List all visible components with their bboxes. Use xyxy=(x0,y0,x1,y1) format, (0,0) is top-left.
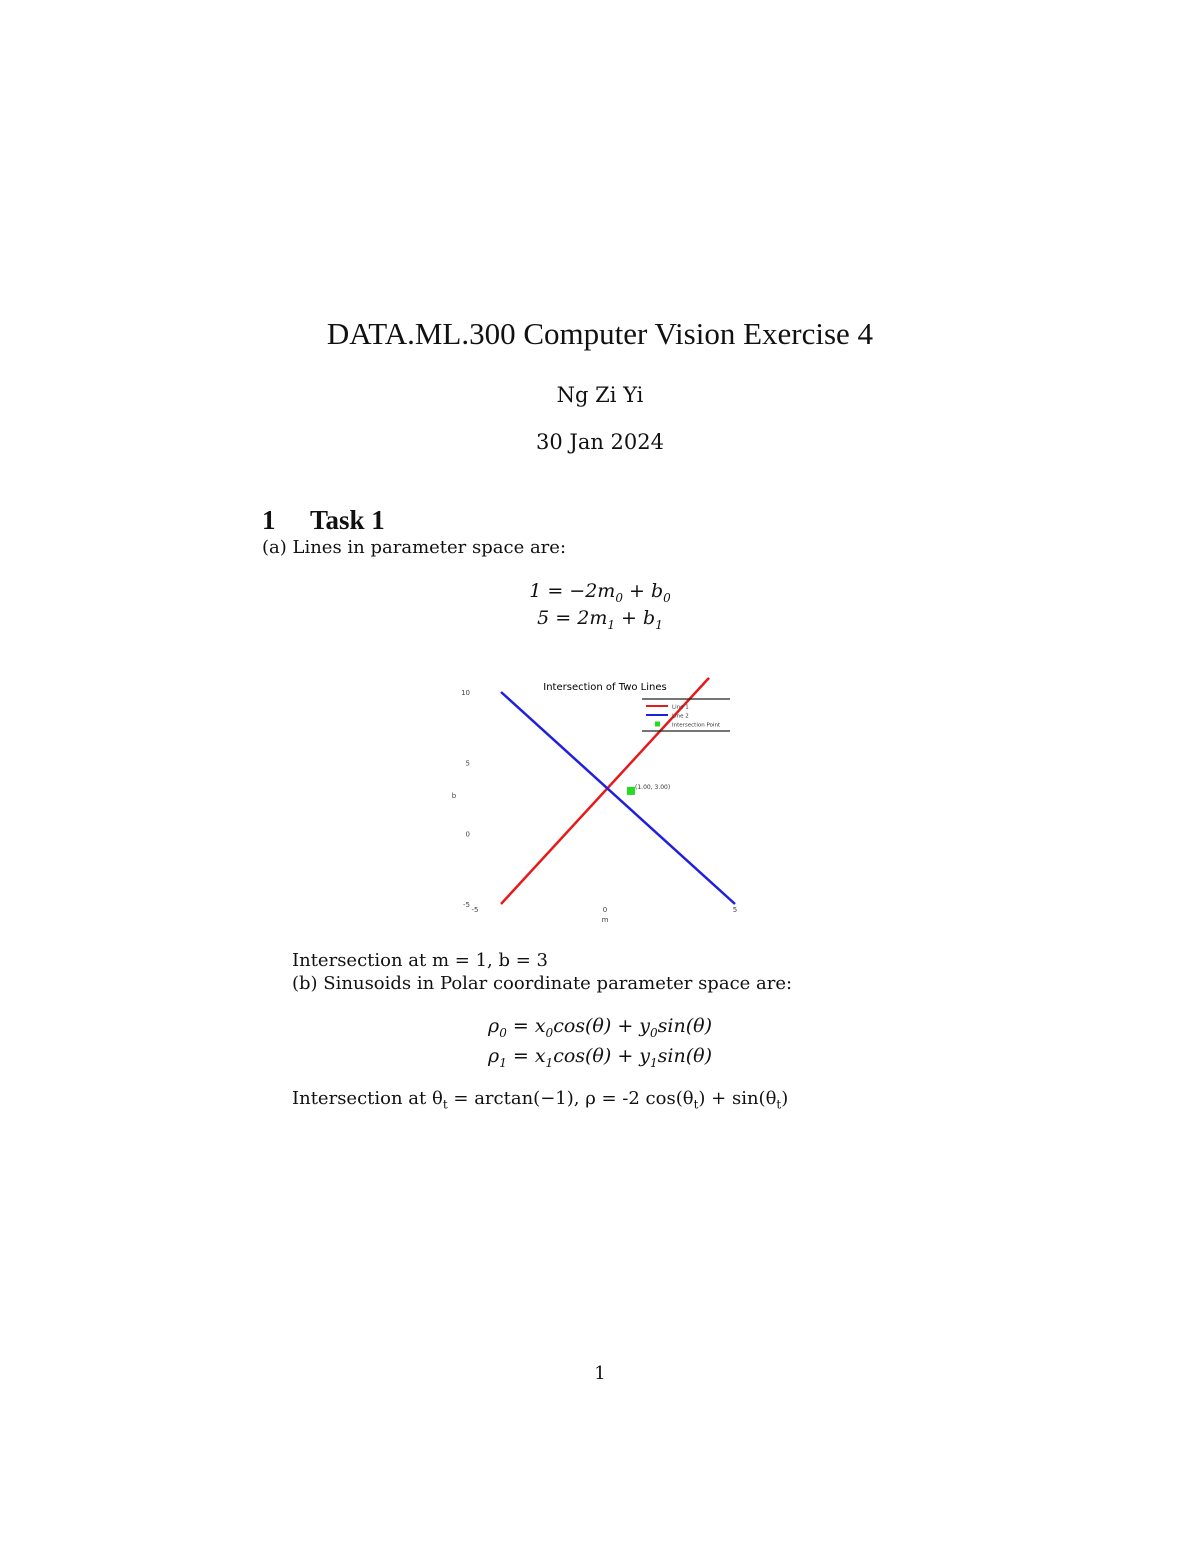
x-tick-label-1: 0 xyxy=(602,906,608,914)
series-line-1 xyxy=(501,678,709,904)
legend-label-1: Line 1 xyxy=(672,704,689,711)
y-tick-label-1: 5 xyxy=(465,759,470,768)
part-a-intro: (a) Lines in parameter space are: xyxy=(262,537,567,558)
intersection-a: Intersection at m = 1, b = 3 xyxy=(292,950,548,971)
document-date: 30 Jan 2024 xyxy=(536,430,664,454)
intersection-point-marker xyxy=(627,787,635,795)
section-title: Task 1 xyxy=(310,505,385,535)
legend-label-3: Intersection Point xyxy=(672,722,721,729)
x-tick-label-0: -5 xyxy=(471,906,479,914)
equation-sinusoid-0: $\rho_0 = x_0\cos(\theta) + y_0\sin(\theta)$ xyxy=(488,1015,712,1040)
equation-sinusoid-1: $\rho_1 = x_1\cos(\theta) + y_1\sin(\theta)$ xyxy=(488,1045,712,1070)
equation-line-1: $5 = 2m_1 + b_1$ xyxy=(537,607,663,632)
page-title: DATA.ML.300 Computer Vision Exercise 4 xyxy=(326,316,874,351)
legend-label-2: Line 2 xyxy=(672,713,689,720)
page-number: 1 xyxy=(594,1363,606,1384)
author-name: Ng Zi Yi xyxy=(556,383,644,407)
y-tick-label-0: 10 xyxy=(461,689,470,697)
section-heading xyxy=(262,505,385,536)
y-tick-label-2: 0 xyxy=(465,830,470,839)
chart-legend xyxy=(642,699,730,731)
part-b-intro: (b) Sinusoids in Polar coordinate parameter space are: xyxy=(292,973,793,994)
intersection-chart xyxy=(440,672,760,932)
y-axis-label: b xyxy=(451,792,457,800)
section-number: 1 xyxy=(262,505,276,535)
intersection-point-label: (1.00, 3.00) xyxy=(635,783,671,791)
y-tick-label-3: -5 xyxy=(463,901,470,909)
intersection-b: Intersection at $\theta_t = \arctan(-1)$, ρ = -2 $\cos(\theta_t) + \sin(\theta_t)$ xyxy=(292,1088,789,1112)
x-tick-label-2: 5 xyxy=(732,906,738,914)
equation-line-0: $1 = -2m_0 + b_0$ xyxy=(529,580,671,605)
legend-swatch-3 xyxy=(655,722,660,727)
x-axis-label: m xyxy=(601,916,609,924)
chart-title: Intersection of Two Lines xyxy=(543,682,667,693)
